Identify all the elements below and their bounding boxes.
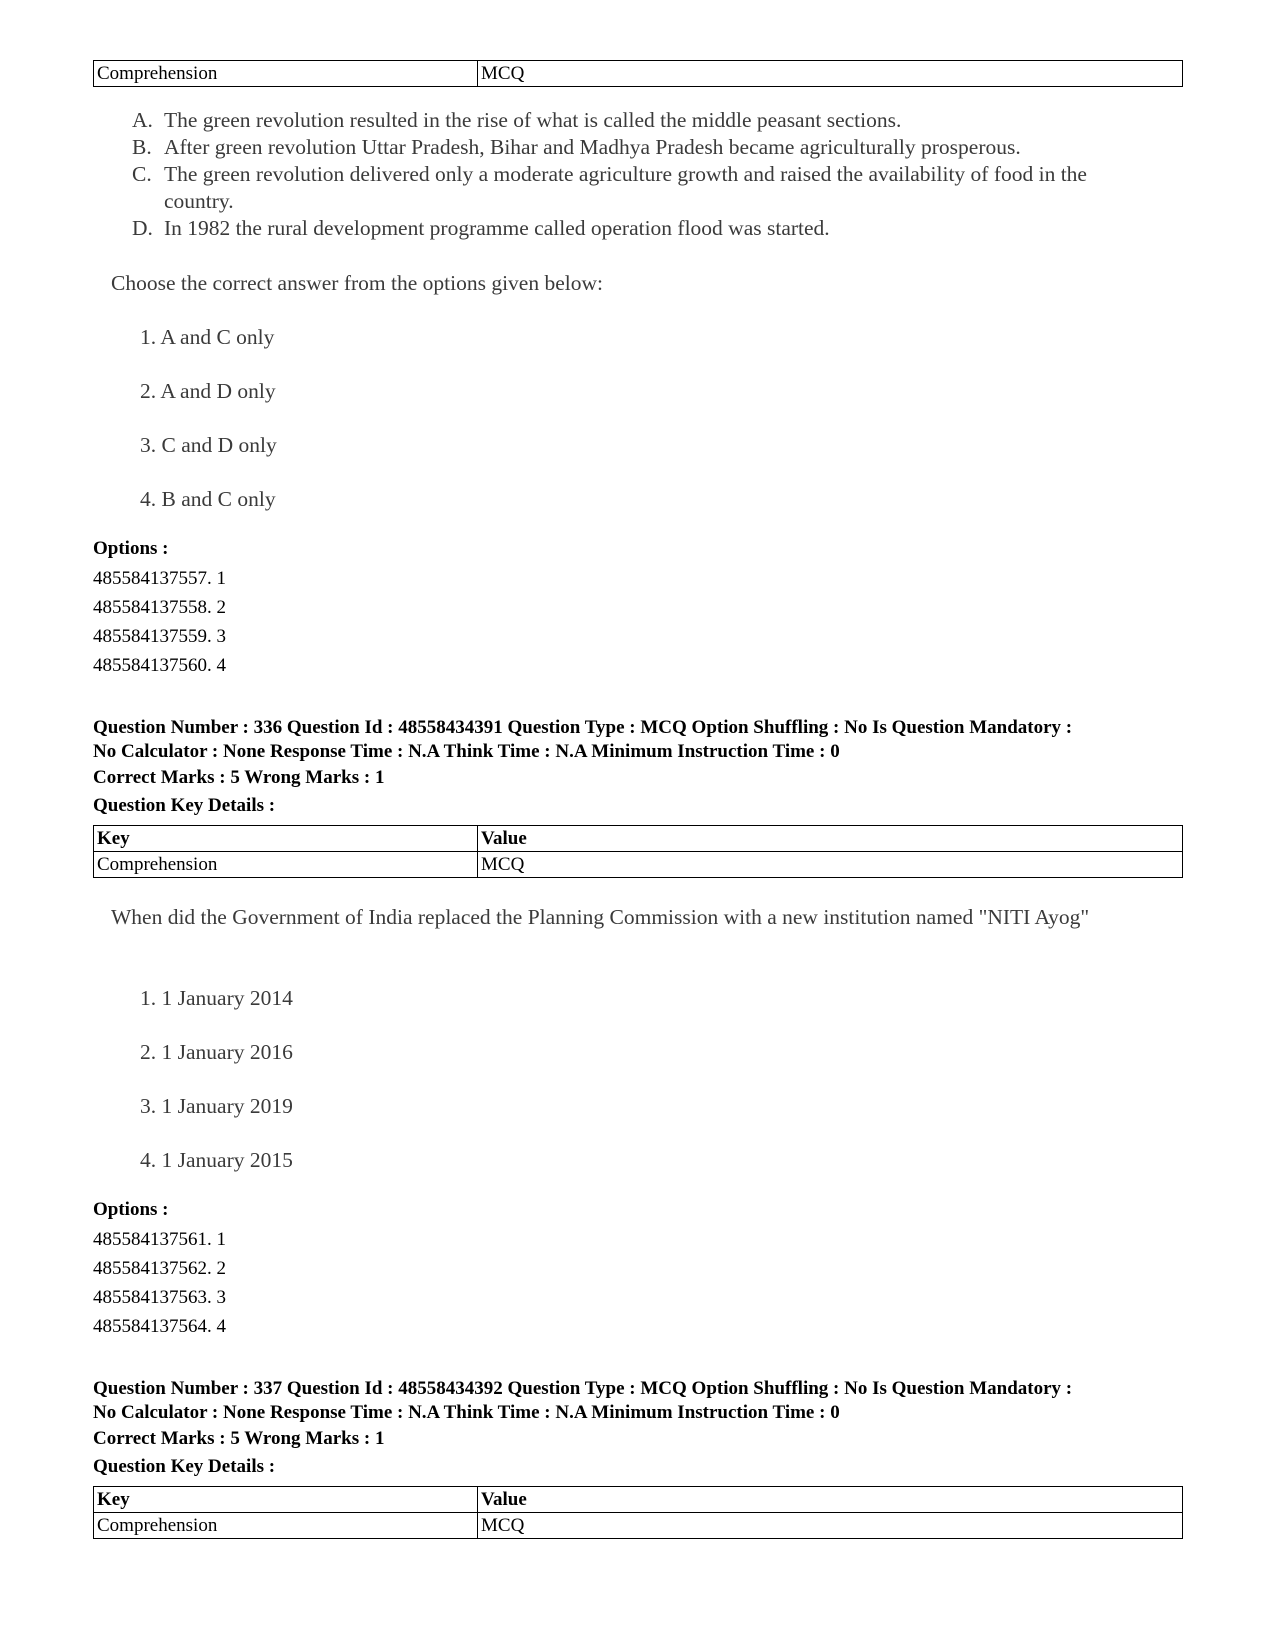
table-cell-value: MCQ bbox=[478, 1513, 1183, 1539]
option-id: 485584137558. 2 bbox=[93, 597, 226, 618]
question-meta-line: Question Number : 337 Question Id : 48558434392 Question Type : MCQ Option Shuffling : No Is Question Mandatory : bbox=[93, 1378, 1073, 1399]
option-id: 485584137557. 1 bbox=[93, 568, 226, 589]
statement-item bbox=[132, 215, 1192, 242]
option-id: 485584137562. 2 bbox=[93, 1258, 226, 1279]
answer-choice: 2. A and D only bbox=[140, 379, 276, 403]
column-header-key: Key bbox=[94, 1487, 478, 1513]
question-prompt: Choose the correct answer from the options given below: bbox=[111, 271, 603, 295]
options-heading: Options : bbox=[93, 538, 169, 559]
statement-label: C. bbox=[132, 162, 152, 186]
statement-text: The green revolution resulted in the rise of what is called the middle peasant sections. bbox=[164, 108, 902, 132]
statement-label: D. bbox=[132, 216, 153, 240]
question-key-table bbox=[93, 60, 1183, 87]
key-details-heading: Question Key Details : bbox=[93, 795, 276, 816]
marks-info: Correct Marks : 5 Wrong Marks : 1 bbox=[93, 1428, 385, 1449]
statement-item bbox=[132, 161, 1154, 215]
table-header-row bbox=[94, 1487, 1183, 1513]
statement-label: A. bbox=[132, 108, 153, 132]
option-id: 485584137559. 3 bbox=[93, 626, 226, 647]
option-id-list bbox=[93, 564, 226, 680]
answer-choice: 4. 1 January 2015 bbox=[140, 1148, 293, 1172]
statement-list bbox=[132, 107, 1192, 242]
question-meta-line: No Calculator : None Response Time : N.A Think Time : N.A Minimum Instruction Time : 0 bbox=[93, 1402, 840, 1423]
table-cell-key: Comprehension bbox=[94, 852, 478, 878]
table-cell-key: Comprehension bbox=[94, 61, 478, 87]
table-header-row bbox=[94, 826, 1183, 852]
option-id: 485584137563. 3 bbox=[93, 1287, 226, 1308]
table-row bbox=[94, 61, 1183, 87]
column-header-value: Value bbox=[478, 826, 1183, 852]
answer-choice: 3. C and D only bbox=[140, 433, 277, 457]
column-header-value: Value bbox=[478, 1487, 1183, 1513]
options-heading: Options : bbox=[93, 1199, 169, 1220]
answer-choice-list bbox=[140, 324, 277, 540]
statement-label: B. bbox=[132, 135, 152, 159]
answer-choice: 1. A and C only bbox=[140, 325, 275, 349]
statement-text: In 1982 the rural development programme called operation flood was started. bbox=[164, 216, 830, 240]
question-meta-line: Question Number : 336 Question Id : 48558434391 Question Type : MCQ Option Shuffling : No Is Question Mandatory : bbox=[93, 717, 1073, 738]
option-id: 485584137560. 4 bbox=[93, 655, 226, 676]
question-meta bbox=[93, 716, 1193, 764]
option-id: 485584137561. 1 bbox=[93, 1229, 226, 1250]
answer-choice: 3. 1 January 2019 bbox=[140, 1094, 293, 1118]
marks-info: Correct Marks : 5 Wrong Marks : 1 bbox=[93, 767, 385, 788]
table-cell-value: MCQ bbox=[478, 852, 1183, 878]
answer-choice: 4. B and C only bbox=[140, 487, 276, 511]
answer-choice-list bbox=[140, 985, 293, 1201]
question-key-table bbox=[93, 1486, 1183, 1539]
option-id: 485584137564. 4 bbox=[93, 1316, 226, 1337]
statement-text: After green revolution Uttar Pradesh, Bihar and Madhya Pradesh became agriculturally prosperous. bbox=[164, 135, 1021, 159]
column-header-key: Key bbox=[94, 826, 478, 852]
statement-item bbox=[132, 134, 1192, 161]
table-row bbox=[94, 852, 1183, 878]
table-cell-value: MCQ bbox=[478, 61, 1183, 87]
statement-text: The green revolution delivered only a moderate agriculture growth and raised the availability of food in the country. bbox=[164, 162, 1087, 213]
answer-choice: 2. 1 January 2016 bbox=[140, 1040, 293, 1064]
table-row bbox=[94, 1513, 1183, 1539]
answer-choice: 1. 1 January 2014 bbox=[140, 986, 293, 1010]
question-text: When did the Government of India replaced the Planning Commission with a new institution named "NITI Ayog" bbox=[111, 905, 1090, 929]
option-id-list bbox=[93, 1225, 226, 1341]
question-meta bbox=[93, 1377, 1193, 1425]
table-cell-key: Comprehension bbox=[94, 1513, 478, 1539]
question-meta-line: No Calculator : None Response Time : N.A Think Time : N.A Minimum Instruction Time : 0 bbox=[93, 741, 840, 762]
question-key-table bbox=[93, 825, 1183, 878]
key-details-heading: Question Key Details : bbox=[93, 1456, 276, 1477]
statement-item bbox=[132, 107, 1192, 134]
